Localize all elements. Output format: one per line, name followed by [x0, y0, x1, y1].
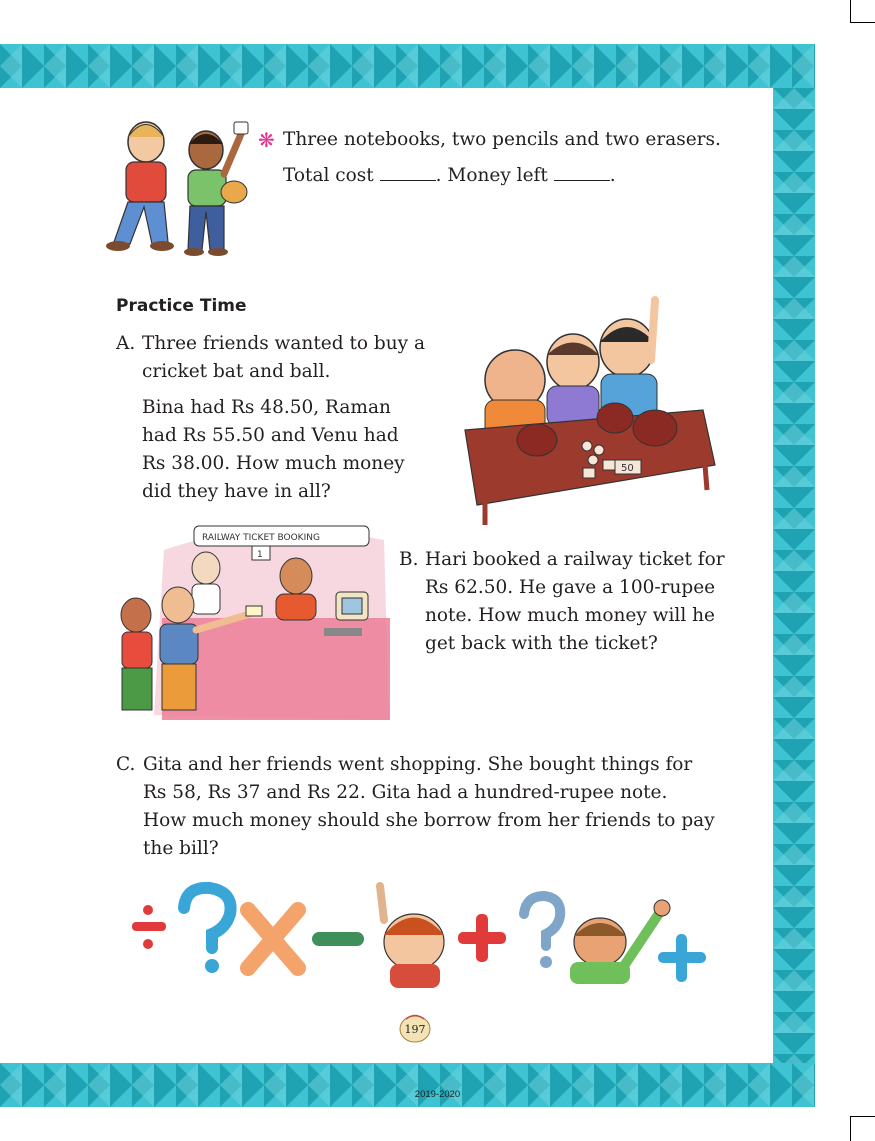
math-symbols-illustration [126, 880, 716, 990]
problem-c-line: Gita and her friends went shopping. She bought things for [143, 754, 693, 775]
border-band-bottom [0, 1063, 815, 1107]
question-mark-icon [524, 896, 560, 968]
problem-b-label: B. [399, 549, 419, 570]
three-friends-table-illustration [455, 290, 717, 525]
top-item-line1: Three notebooks, two pencils and two erasers. [283, 129, 721, 150]
footer-year: 2019-2020 [414, 1089, 461, 1100]
crop-mark-bottom-right [850, 1116, 875, 1141]
problem-a-line: did they have in all? [142, 481, 331, 502]
problem-b-line: get back with the ticket? [425, 633, 658, 654]
problem-a-label: A. [116, 333, 136, 354]
top-item-end: . [609, 165, 616, 186]
two-children-illustration [96, 112, 256, 262]
money-left-blank [554, 179, 610, 181]
problem-c-line: How much money should she borrow from her friends to pay [143, 810, 715, 831]
problem-a-line: Rs 38.00. How much money [142, 453, 405, 474]
money-left-label: . Money left [435, 165, 548, 186]
total-cost-blank [380, 179, 436, 181]
problem-a-line: cricket bat and ball. [142, 361, 331, 382]
section-heading: Practice Time [116, 296, 247, 316]
problem-c-line: the bill? [143, 838, 219, 859]
railway-counter-illustration [114, 520, 396, 725]
border-band-right [773, 88, 815, 1063]
minus-symbol-icon [312, 932, 364, 946]
problem-c-line: Rs 58, Rs 37 and Rs 22. Gita had a hundred-rupee note. [143, 782, 668, 803]
problem-a-line: had Rs 55.50 and Venu had [142, 425, 399, 446]
boy-waving-illustration [570, 900, 670, 984]
top-item-line2 [283, 162, 616, 190]
total-cost-label: Total cost [283, 165, 374, 186]
problem-a-line: Three friends wanted to buy a [142, 333, 426, 354]
money-tag: 50 [621, 463, 634, 474]
problem-b-line: note. How much money will he [425, 605, 716, 626]
counter-number: 1 [257, 550, 263, 560]
problem-b-line: Rs 62.50. He gave a 100-rupee [425, 577, 716, 598]
page-number: 197 [404, 1023, 426, 1036]
plus-symbol-icon [658, 934, 706, 982]
problem-a-line: Bina had Rs 48.50, Raman [142, 397, 391, 418]
question-mark-icon [184, 888, 231, 973]
counter-sign-title: RAILWAY TICKET BOOKING [202, 533, 320, 543]
page-number-badge [398, 1012, 432, 1044]
girl-waving-illustration [380, 886, 444, 988]
plus-symbol-icon [458, 914, 506, 962]
problem-b-line: Hari booked a railway ticket for [425, 549, 725, 570]
flower-bullet-icon: ❋ [258, 128, 275, 152]
crop-mark-top-right [850, 0, 875, 23]
multiply-symbol-icon [248, 910, 298, 968]
problem-c-label: C. [116, 754, 136, 775]
divide-symbol-icon [132, 905, 166, 949]
border-band-top [0, 44, 815, 88]
